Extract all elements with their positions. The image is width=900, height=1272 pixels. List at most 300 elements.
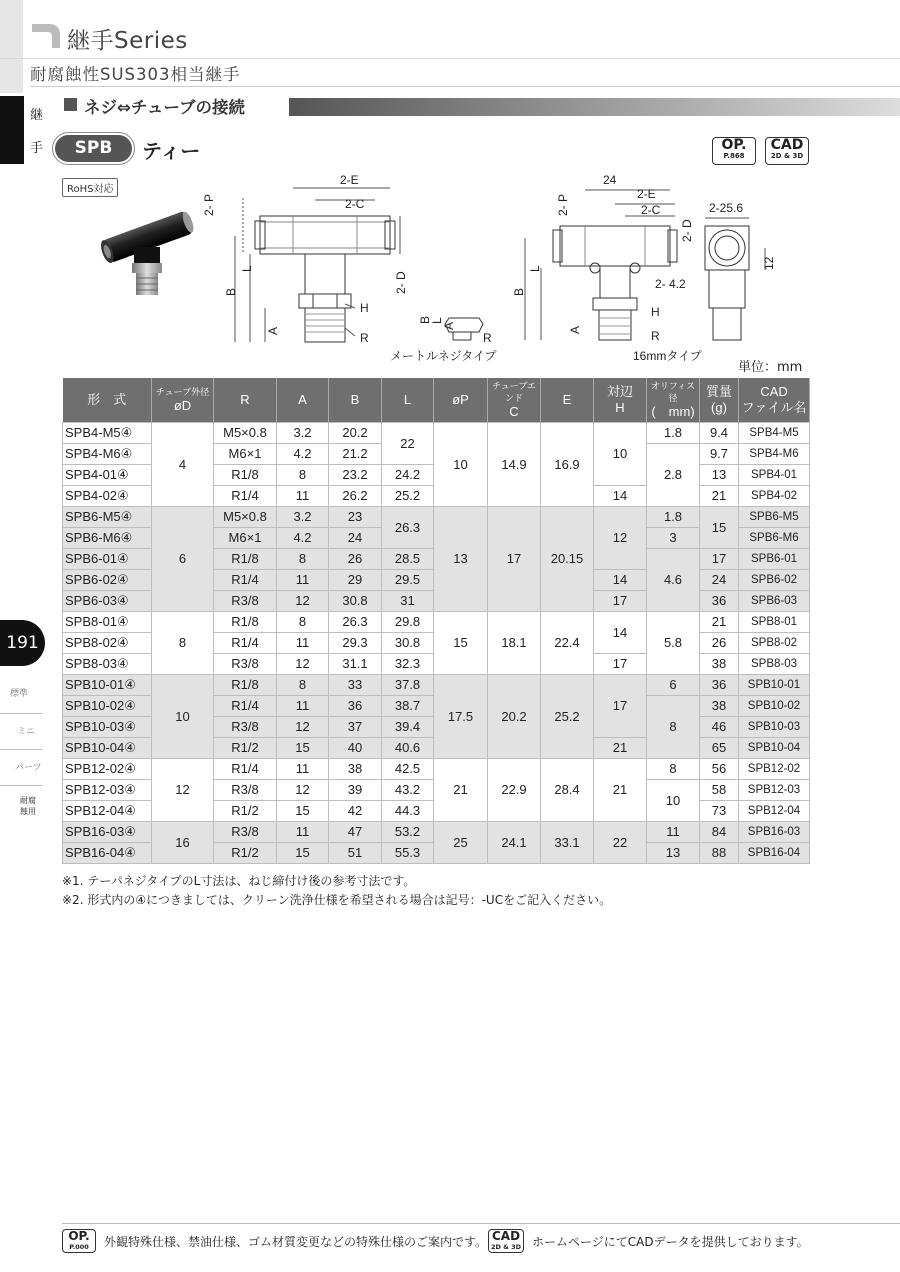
column-header-top: E (562, 392, 572, 407)
metric-dim-L: L (430, 317, 444, 324)
note-2: ※2. 形式内の④につきましては、クリーン洗浄仕様を希望される場合は記号：-UCをご記入ください。 (62, 893, 612, 907)
footer-op-text: 外観特殊仕様、禁油仕様、ゴム材質変更などの特殊仕様のご案内です。 (104, 1235, 488, 1249)
footer-cad-badge[interactable] (488, 1229, 524, 1253)
side-index-char2: 手 (30, 141, 44, 156)
cell-mass: 21 (700, 612, 739, 633)
cell-mass: 13 (700, 465, 739, 486)
hex-nut (299, 294, 351, 308)
cell-model: SPB12-02④ (63, 759, 152, 780)
table-row (63, 675, 810, 696)
cell-model: SPB4-02④ (63, 486, 152, 507)
cell-dim-a: 11 (277, 570, 329, 591)
cell-dim-a: 12 (277, 717, 329, 738)
column-header (488, 378, 541, 423)
dimension-drawings (202, 168, 820, 368)
table-row (63, 423, 810, 444)
cell-cad-file[interactable]: SPB8-03 (739, 654, 810, 675)
cell-mass: 9.7 (700, 444, 739, 465)
footer-cad-text: ホームページにてCADデータを提供しております。 (532, 1235, 809, 1249)
cell-orifice: 10 (647, 780, 700, 822)
cell-mass: 15 (700, 507, 739, 549)
cell-thread-r: R1/2 (214, 843, 277, 864)
cell-mass: 38 (700, 654, 739, 675)
column-header-top: オリフィス径 (650, 381, 696, 403)
cell-model: SPB6-M6④ (63, 528, 152, 549)
cell-dim-l: 32.3 (382, 654, 434, 675)
cell-hex-h: 14 (594, 612, 647, 654)
cell-dim-p: 17.5 (434, 675, 488, 759)
dim16-H-label: H (651, 305, 660, 319)
cell-dim-b: 42 (329, 801, 382, 822)
column-header (329, 378, 382, 423)
cell-hex-h: 17 (594, 675, 647, 738)
page-subtitle: 耐腐蝕性SUS303相当継手 (30, 65, 241, 84)
fitting-logo-icon (30, 20, 62, 48)
cell-dim-b: 39 (329, 780, 382, 801)
cell-model: SPB16-04④ (63, 843, 152, 864)
cell-mass: 36 (700, 591, 739, 612)
footer-divider (62, 1223, 900, 1224)
column-header-bottom: H (615, 400, 625, 415)
footer-op-main: OP. (68, 1229, 90, 1243)
column-header-top: øP (452, 392, 469, 407)
cell-dim-e: 28.4 (541, 759, 594, 822)
dim-L-label: L (240, 265, 254, 272)
spec-table (62, 378, 810, 864)
section-title: ネジ⇔チューブの接続 (84, 98, 246, 117)
cell-cad-file[interactable]: SPB12-02 (739, 759, 810, 780)
cad-badge-sub: 2D & 3D (770, 152, 804, 160)
cell-dim-l: 37.8 (382, 675, 434, 696)
cell-model: SPB6-01④ (63, 549, 152, 570)
cell-model: SPB8-01④ (63, 612, 152, 633)
cell-dim-a: 11 (277, 759, 329, 780)
cell-cad-file[interactable]: SPB4-M6 (739, 444, 810, 465)
dim-2P-label: 2- P (202, 193, 216, 216)
cell-dim-a: 3.2 (277, 507, 329, 528)
cell-hex-h: 17 (594, 654, 647, 675)
cell-tube-end-c: 22.9 (488, 759, 541, 822)
cell-dim-l: 39.4 (382, 717, 434, 738)
column-header (739, 378, 810, 423)
cell-dim-p: 25 (434, 822, 488, 864)
cell-hex-h: 10 (594, 423, 647, 486)
cell-tube-od: 6 (152, 507, 214, 612)
column-header-bottom: øD (173, 398, 192, 413)
cell-hex-h: 17 (594, 591, 647, 612)
cell-dim-b: 40 (329, 738, 382, 759)
dim-2E-label: 2-E (340, 173, 359, 187)
series-title: 継手Series (67, 28, 188, 54)
cell-mass: 84 (700, 822, 739, 843)
cell-thread-r: M5×0.8 (214, 507, 277, 528)
cell-mass: 17 (700, 549, 739, 570)
cell-dim-b: 26.2 (329, 486, 382, 507)
cell-model: SPB4-M5④ (63, 423, 152, 444)
cell-dim-p: 13 (434, 507, 488, 612)
cell-tube-end-c: 20.2 (488, 675, 541, 759)
dim16-A-label: A (568, 325, 582, 334)
cell-dim-l: 26.3 (382, 507, 434, 549)
cell-thread-r: M6×1 (214, 528, 277, 549)
cell-tube-end-c: 18.1 (488, 612, 541, 675)
cell-orifice: 8 (647, 759, 700, 780)
column-header-bottom: ファイル名 (741, 400, 807, 415)
cell-thread-r: R1/2 (214, 801, 277, 822)
cell-cad-file[interactable]: SPB6-M5 (739, 507, 810, 528)
cell-tube-end-c: 24.1 (488, 822, 541, 864)
cell-orifice: 8 (647, 696, 700, 759)
cell-dim-b: 26 (329, 549, 382, 570)
table-body (63, 423, 810, 864)
product-name: ティー (142, 139, 201, 163)
cell-dim-e: 22.4 (541, 612, 594, 675)
tee-stem (305, 254, 345, 294)
cell-mass: 65 (700, 738, 739, 759)
cell-thread-r: R1/8 (214, 465, 277, 486)
cell-dim-l: 42.5 (382, 759, 434, 780)
cell-dim-b: 23.2 (329, 465, 382, 486)
cell-dim-a: 15 (277, 801, 329, 822)
product-photo (92, 195, 202, 305)
cell-cad-file[interactable]: SPB10-04 (739, 738, 810, 759)
cell-model: SPB12-03④ (63, 780, 152, 801)
cell-dim-l: 29.8 (382, 612, 434, 633)
cell-mass: 58 (700, 780, 739, 801)
dim16-2E-label: 2-E (637, 187, 656, 201)
cell-thread-r: R1/4 (214, 696, 277, 717)
cell-dim-b: 23 (329, 507, 382, 528)
cell-orifice: 1.8 (647, 507, 700, 528)
mm16-caption: 16mmタイプ (633, 349, 702, 363)
cell-dim-e: 33.1 (541, 822, 594, 864)
table-row (63, 507, 810, 528)
cell-dim-b: 20.2 (329, 423, 382, 444)
cell-dim-l: 43.2 (382, 780, 434, 801)
cell-cad-file[interactable]: SPB10-01 (739, 675, 810, 696)
cell-dim-b: 29.3 (329, 633, 382, 654)
side-index-tab (0, 96, 24, 164)
cell-cad-file[interactable]: SPB4-01 (739, 465, 810, 486)
cell-dim-a: 11 (277, 633, 329, 654)
cell-cad-file[interactable]: SPB6-02 (739, 570, 810, 591)
dim-R-label: R (360, 331, 369, 345)
dim16-2C-label: 2-C (641, 203, 661, 217)
dim-2D-label: 2- D (394, 271, 408, 294)
column-header-bottom: C (509, 404, 519, 419)
cell-dim-b: 38 (329, 759, 382, 780)
cell-model: SPB12-04④ (63, 801, 152, 822)
section-square-icon (64, 98, 77, 111)
column-header-top: B (350, 392, 360, 407)
cell-thread-r: R3/8 (214, 591, 277, 612)
cell-model: SPB10-02④ (63, 696, 152, 717)
section-bar (289, 98, 900, 116)
column-header (214, 378, 277, 423)
column-header (434, 378, 488, 423)
dim-B-label: B (224, 287, 238, 296)
column-header (541, 378, 594, 423)
cell-cad-file[interactable]: SPB10-03 (739, 717, 810, 738)
cell-dim-a: 3.2 (277, 423, 329, 444)
cell-mass: 88 (700, 843, 739, 864)
cell-thread-r: R1/2 (214, 738, 277, 759)
cell-thread-r: R3/8 (214, 822, 277, 843)
cell-dim-e: 20.15 (541, 507, 594, 612)
cell-cad-file[interactable]: SPB12-04 (739, 801, 810, 822)
side-divider (0, 713, 42, 714)
dim16-L-label: L (528, 265, 542, 272)
cell-orifice: 13 (647, 843, 700, 864)
side-index-standard[interactable]: 標準 (10, 689, 29, 699)
cell-mass: 56 (700, 759, 739, 780)
cell-dim-a: 11 (277, 696, 329, 717)
side-index-parts[interactable]: パーツ (15, 763, 42, 773)
cell-dim-a: 8 (277, 612, 329, 633)
cad-badge[interactable] (765, 137, 809, 165)
cell-dim-p: 15 (434, 612, 488, 675)
dim16-R-label: R (651, 329, 660, 343)
cell-cad-file[interactable]: SPB6-01 (739, 549, 810, 570)
column-header (277, 378, 329, 423)
cell-orifice: 1.8 (647, 423, 700, 444)
cell-dim-l: 24.2 (382, 465, 434, 486)
cell-dim-a: 11 (277, 486, 329, 507)
side-index-mini[interactable]: ミニ (17, 727, 36, 737)
cell-dim-l: 40.6 (382, 738, 434, 759)
cell-dim-b: 24 (329, 528, 382, 549)
footer-op-sub: P.000 (69, 1243, 89, 1251)
cell-model: SPB8-02④ (63, 633, 152, 654)
dim-24-label: 24 (603, 173, 617, 187)
cell-model: SPB6-02④ (63, 570, 152, 591)
column-header (152, 378, 214, 423)
cell-dim-l: 38.7 (382, 696, 434, 717)
cell-tube-end-c: 14.9 (488, 423, 541, 507)
cell-tube-od: 12 (152, 759, 214, 822)
column-header-bottom: (g) (711, 400, 727, 415)
cell-hex-h: 21 (594, 738, 647, 759)
cell-cad-file[interactable]: SPB4-02 (739, 486, 810, 507)
cell-model: SPB10-01④ (63, 675, 152, 696)
cell-tube-od: 16 (152, 822, 214, 864)
metric-dim-A: A (442, 321, 456, 330)
cell-dim-b: 30.8 (329, 591, 382, 612)
table-row (63, 759, 810, 780)
cell-mass: 26 (700, 633, 739, 654)
cell-dim-a: 12 (277, 591, 329, 612)
dim-12-label: 12 (762, 256, 776, 270)
thread-section (305, 308, 345, 342)
cell-orifice: 6 (647, 675, 700, 696)
cell-thread-r: R3/8 (214, 780, 277, 801)
cell-tube-od: 8 (152, 612, 214, 675)
cell-thread-r: R1/8 (214, 675, 277, 696)
column-header (63, 378, 152, 423)
column-header (594, 378, 647, 423)
cell-dim-a: 15 (277, 843, 329, 864)
cell-dim-l: 25.2 (382, 486, 434, 507)
page-number: 191 (0, 620, 45, 666)
column-header (647, 378, 700, 423)
column-header-top: チューブエンド (492, 381, 536, 403)
side-index-char1: 継 (30, 108, 44, 123)
cell-cad-file[interactable]: SPB6-03 (739, 591, 810, 612)
footer-cad-sub: 2D & 3D (490, 1243, 522, 1251)
cell-thread-r: R3/8 (214, 717, 277, 738)
dim-A-label: A (266, 326, 280, 335)
dim-2C-label: 2-C (345, 197, 365, 211)
cell-dim-b: 21.2 (329, 444, 382, 465)
cell-thread-r: R1/8 (214, 549, 277, 570)
column-header-top: CAD (760, 384, 788, 399)
note-1: ※1. テーパネジタイプのL寸法は、ねじ締付け後の参考寸法です。 (62, 874, 416, 888)
cell-hex-h: 22 (594, 822, 647, 864)
cell-cad-file[interactable]: SPB8-01 (739, 612, 810, 633)
cell-thread-r: R1/8 (214, 612, 277, 633)
cell-dim-a: 12 (277, 780, 329, 801)
dim16-2D-label: 2- D (680, 219, 694, 242)
cell-thread-r: R1/4 (214, 486, 277, 507)
cell-dim-l: 44.3 (382, 801, 434, 822)
cell-mass: 73 (700, 801, 739, 822)
cell-cad-file[interactable]: SPB16-04 (739, 843, 810, 864)
cell-dim-l: 30.8 (382, 633, 434, 654)
column-header-top: 形 式 (87, 392, 127, 407)
cell-thread-r: R1/4 (214, 570, 277, 591)
cell-dim-b: 36 (329, 696, 382, 717)
op-badge[interactable] (712, 137, 756, 165)
column-header-top: 対辺 (606, 384, 633, 399)
op-badge-main: OP. (721, 137, 747, 153)
cell-orifice: 4.6 (647, 549, 700, 612)
cell-dim-b: 29 (329, 570, 382, 591)
cell-thread-r: M5×0.8 (214, 423, 277, 444)
cell-dim-b: 47 (329, 822, 382, 843)
cell-model: SPB16-03④ (63, 822, 152, 843)
cell-mass: 38 (700, 696, 739, 717)
table-row (63, 612, 810, 633)
cell-dim-a: 8 (277, 549, 329, 570)
cell-dim-a: 11 (277, 822, 329, 843)
metric-dim-R: R (483, 331, 492, 345)
cell-model: SPB6-M5④ (63, 507, 152, 528)
cell-dim-l: 53.2 (382, 822, 434, 843)
cell-cad-file[interactable]: SPB6-M6 (739, 528, 810, 549)
cell-dim-b: 26.3 (329, 612, 382, 633)
cell-model: SPB4-M6④ (63, 444, 152, 465)
side-divider (0, 749, 42, 750)
cell-dim-a: 8 (277, 465, 329, 486)
side-divider (0, 785, 42, 786)
cell-cad-file[interactable]: SPB4-M5 (739, 423, 810, 444)
column-header-top: L (403, 392, 412, 407)
metric-thread-caption: メートルネジタイプ (390, 349, 497, 363)
dim16-hole-label: 2- 4.2 (655, 277, 686, 291)
cell-thread-r: M6×1 (214, 444, 277, 465)
dim-H-label: H (360, 301, 369, 315)
cell-dim-e: 16.9 (541, 423, 594, 507)
cell-tube-od: 10 (152, 675, 214, 759)
cell-model: SPB8-03④ (63, 654, 152, 675)
cell-dim-b: 51 (329, 843, 382, 864)
dim-256-label: 2-25.6 (709, 201, 744, 215)
cell-dim-b: 33 (329, 675, 382, 696)
rohs-badge: RoHS対応 (62, 178, 118, 197)
column-header (700, 378, 739, 423)
column-header-top: チューブ外径 (155, 387, 210, 397)
unit-label: 単位：mm (738, 360, 803, 375)
cell-thread-r: R3/8 (214, 654, 277, 675)
column-header-top: 質量 (705, 384, 732, 399)
cell-dim-b: 31.1 (329, 654, 382, 675)
cell-mass: 46 (700, 717, 739, 738)
cell-hex-h: 21 (594, 759, 647, 822)
cell-cad-file[interactable]: SPB16-03 (739, 822, 810, 843)
cell-dim-p: 10 (434, 423, 488, 507)
cell-dim-l: 22 (382, 423, 434, 465)
cell-dim-p: 21 (434, 759, 488, 822)
metric-dim-B: B (418, 315, 432, 324)
cell-thread-r: R1/4 (214, 759, 277, 780)
cell-model: SPB10-04④ (63, 738, 152, 759)
table-row (63, 822, 810, 843)
column-header-top: R (240, 392, 250, 407)
column-header (382, 378, 434, 423)
cell-dim-a: 8 (277, 675, 329, 696)
cell-hex-h: 14 (594, 486, 647, 507)
tee16-body (560, 226, 670, 266)
cell-tube-od: 4 (152, 423, 214, 507)
dim16-B-label: B (512, 287, 526, 296)
cell-mass: 36 (700, 675, 739, 696)
cell-orifice: 11 (647, 822, 700, 843)
dim16-2P-label: 2- P (556, 193, 570, 216)
cell-cad-file[interactable]: SPB10-02 (739, 696, 810, 717)
cell-orifice: 5.8 (647, 612, 700, 675)
cell-hex-h: 12 (594, 507, 647, 570)
header-divider (30, 86, 900, 87)
cell-orifice: 2.8 (647, 444, 700, 507)
cell-dim-l: 55.3 (382, 843, 434, 864)
cell-mass: 21 (700, 486, 739, 507)
cell-model: SPB10-03④ (63, 717, 152, 738)
cell-tube-end-c: 17 (488, 507, 541, 612)
cell-cad-file[interactable]: SPB8-02 (739, 633, 810, 654)
footer-cad-main: CAD (491, 1229, 521, 1243)
column-header-top: A (298, 392, 307, 407)
cell-dim-l: 29.5 (382, 570, 434, 591)
cell-dim-a: 15 (277, 738, 329, 759)
table-header-row (63, 378, 810, 423)
side-index-corrosion[interactable]: 耐腐蝕用 (20, 796, 36, 816)
cell-dim-e: 25.2 (541, 675, 594, 759)
op-badge-sub: P.868 (723, 152, 745, 160)
cell-mass: 24 (700, 570, 739, 591)
cell-cad-file[interactable]: SPB12-03 (739, 780, 810, 801)
series-code-pill: SPB (55, 135, 132, 162)
cell-dim-b: 37 (329, 717, 382, 738)
cell-dim-a: 12 (277, 654, 329, 675)
column-header-bottom: ( mm) (651, 404, 695, 419)
cell-mass: 9.4 (700, 423, 739, 444)
cell-model: SPB4-01④ (63, 465, 152, 486)
footer-op-badge[interactable] (62, 1229, 96, 1253)
cell-dim-a: 4.2 (277, 444, 329, 465)
cell-dim-l: 31 (382, 591, 434, 612)
cell-thread-r: R1/4 (214, 633, 277, 654)
cell-dim-a: 4.2 (277, 528, 329, 549)
